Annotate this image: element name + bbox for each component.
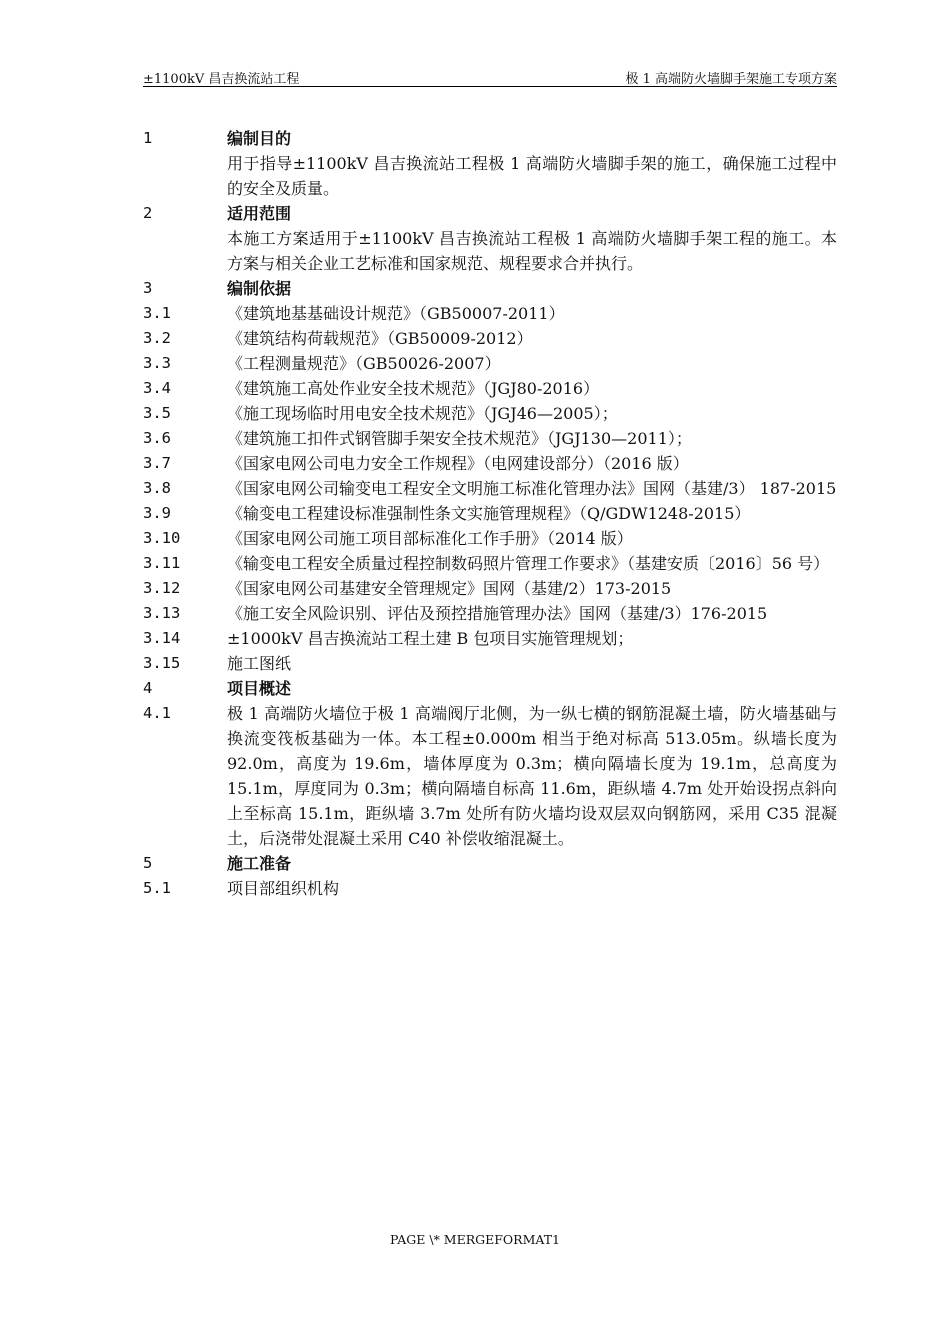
list-item — [143, 376, 837, 401]
heading-text: 项目概述 — [227, 679, 292, 698]
list-item — [143, 651, 837, 676]
heading-text: 编制依据 — [227, 279, 292, 298]
item-text: 《输变电工程建设标准强制性条文实施管理规程》（Q/GDW1248-2015） — [227, 504, 751, 523]
item-text: 《国家电网公司基建安全管理规定》国网（基建/2）173-2015 — [227, 579, 672, 598]
item-number: 2 — [143, 204, 153, 222]
item-number — [143, 151, 227, 201]
section-heading — [143, 276, 837, 301]
item-text: 《国家电网公司施工项目部标准化工作手册》（2014 版） — [227, 529, 633, 548]
item-number: 3.9 — [143, 504, 171, 522]
item-text: 《国家电网公司输变电工程安全文明施工标准化管理办法》国网（基建/3） 187-2015 — [227, 479, 837, 498]
item-number: 3.4 — [143, 379, 171, 397]
list-item — [143, 876, 837, 901]
item-text: 极 1 高端防火墙位于极 1 高端阀厅北侧，为一纵七横的钢筋混凝土墙，防火墙基础与换流变筏板基础为一体。本工程±0.000m 相当于绝对标高 513.05m。纵墙长度为 92.0m，高度为 19.6m，墙体厚度为 0.3m；横向隔墙长度为 19.1m，总高度为 15.1m，厚度同为 0.3m；横向隔墙自标高 11.6m，距纵墙 4.7m 处开始设拐点斜向上至标高 15.1m，距纵墙 3.7m 处所有防火墙均设双层双向钢筋网，采用 C35 混凝土，后浇带处混凝土采用 C40 补偿收缩混凝土。 — [227, 704, 837, 848]
item-number: 3.11 — [143, 554, 181, 572]
item-text: ±1000kV 昌吉换流站工程土建 B 包项目实施管理规划； — [227, 629, 634, 648]
list-item — [143, 526, 837, 551]
item-number: 3.8 — [143, 479, 171, 497]
item-number: 3.12 — [143, 579, 181, 597]
item-number: 3.13 — [143, 604, 181, 622]
item-number: 3.3 — [143, 354, 171, 372]
item-number: 3.15 — [143, 654, 181, 672]
item-number: 3.10 — [143, 529, 181, 547]
item-text: 《输变电工程安全质量过程控制数码照片管理工作要求》（基建安质〔2016〕56 号） — [227, 554, 830, 573]
item-number — [143, 226, 227, 276]
list-item — [143, 476, 837, 501]
page-footer: PAGE \* MERGEFORMAT1 — [389, 1232, 561, 1247]
item-text: 《建筑施工高处作业安全技术规范》（JGJ80-2016） — [227, 379, 600, 398]
item-text: 《施工安全风险识别、评估及预控措施管理办法》国网（基建/3）176-2015 — [227, 604, 768, 623]
list-item — [143, 626, 837, 651]
item-text: 项目部组织机构 — [227, 879, 340, 898]
list-item — [143, 226, 837, 276]
header-project-title: ±1100kV 昌吉换流站工程 — [143, 72, 300, 87]
list-item — [143, 401, 837, 426]
section-heading — [143, 201, 837, 226]
item-number: 3 — [143, 279, 153, 297]
section-heading — [143, 126, 837, 151]
item-number: 3.1 — [143, 304, 171, 322]
list-item — [143, 601, 837, 626]
item-number: 4.1 — [143, 704, 171, 722]
list-item — [143, 301, 837, 326]
list-item — [143, 576, 837, 601]
item-text: 施工图纸 — [227, 654, 292, 673]
item-text: 本施工方案适用于±1100kV 昌吉换流站工程极 1 高端防火墙脚手架工程的施工。本方案与相关企业工艺标准和国家规范、规程要求合并执行。 — [227, 229, 837, 273]
item-text: 《建筑地基基础设计规范》（GB50007-2011） — [227, 304, 565, 323]
list-item — [143, 501, 837, 526]
item-text: 用于指导±1100kV 昌吉换流站工程极 1 高端防火墙脚手架的施工，确保施工过程中的安全及质量。 — [227, 154, 837, 198]
header-document-title: 极 1 高端防火墙脚手架施工专项方案 — [625, 72, 837, 87]
item-text: 《建筑结构荷载规范》（GB50009-2012） — [227, 329, 533, 348]
page-header — [143, 66, 837, 87]
item-number: 5 — [143, 854, 153, 872]
section-heading — [143, 676, 837, 701]
item-number: 3.6 — [143, 429, 171, 447]
item-text: 《施工现场临时用电安全技术规范》（JGJ46—2005）； — [227, 404, 618, 423]
heading-text: 施工准备 — [227, 854, 292, 873]
list-item — [143, 451, 837, 476]
item-text: 《建筑施工扣件式钢管脚手架安全技术规范》（JGJ130—2011）； — [227, 429, 692, 448]
heading-text: 编制目的 — [227, 129, 292, 148]
item-number: 3.2 — [143, 329, 171, 347]
item-number: 5.1 — [143, 879, 171, 897]
item-number: 3.7 — [143, 454, 171, 472]
item-text: 《国家电网公司电力安全工作规程》（电网建设部分）（2016 版） — [227, 454, 689, 473]
list-item — [143, 551, 837, 576]
document-body — [143, 126, 837, 901]
list-item — [143, 326, 837, 351]
list-item — [143, 151, 837, 201]
item-number: 3.14 — [143, 629, 181, 647]
item-number: 3.5 — [143, 404, 171, 422]
item-number: 4 — [143, 679, 153, 697]
heading-text: 适用范围 — [227, 204, 292, 223]
list-item — [143, 426, 837, 451]
item-text: 《工程测量规范》（GB50026-2007） — [227, 354, 501, 373]
list-item — [143, 351, 837, 376]
list-item — [143, 701, 837, 851]
item-number: 1 — [143, 129, 153, 147]
section-heading — [143, 851, 837, 876]
